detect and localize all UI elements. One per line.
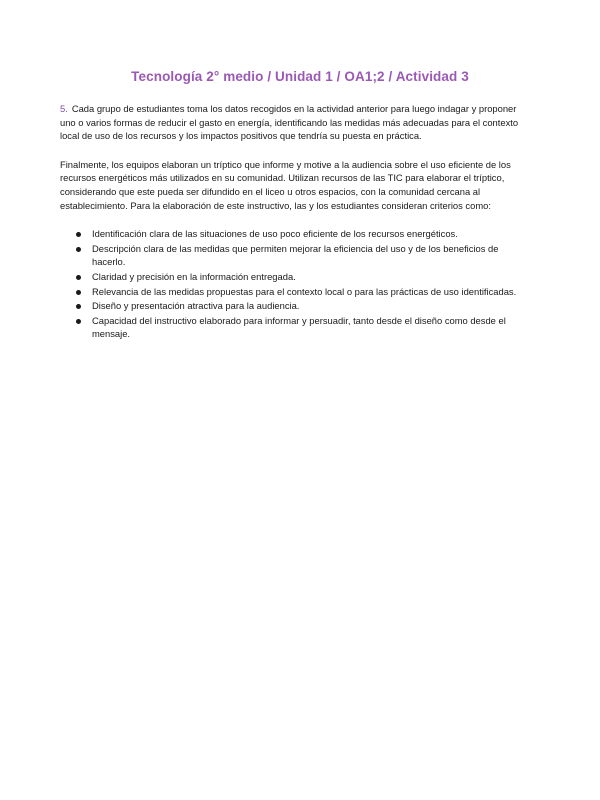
paragraph-2-text: Finalmente, los equipos elaboran un tríptico que informe y motive a la audiencia sobre el uso eficiente de los recursos energéticos más utilizados en su comunidad. Utilizan recursos de las TIC para elaborar el tríptico, considerando que este pueda ser difundido en el liceo u otros espacios, con la comunidad cercana al establecimiento. Para la elaboración de este instructivo, las y los estudiantes consideran criterios como: [60,158,511,211]
criteria-item: Capacidad del instructivo elaborado para informar y persuadir, tanto desde el diseño como desde el mensaje. [92,314,520,341]
criteria-list [60,227,520,341]
criteria-item: Diseño y presentación atractiva para la audiencia. [92,299,520,313]
bullet-icon [76,232,81,237]
paragraph-instructions [60,102,520,143]
criteria-item: Identificación clara de las situaciones de uso poco eficiente de los recursos energéticos. [92,227,520,241]
bullet-icon [76,319,81,324]
bullet-icon [76,290,81,295]
criteria-item: Relevancia de las medidas propuestas para el contexto local o para las prácticas de uso identificadas. [92,285,520,299]
bullet-icon [76,247,81,252]
bullet-icon [76,275,81,280]
criteria-item: Descripción clara de las medidas que permiten mejorar la eficiencia del uso y de los beneficios de hacerlo. [92,242,520,269]
page-title: Tecnología 2° medio / Unidad 1 / OA1;2 / Actividad 3 [131,69,469,84]
criteria-item: Claridad y precisión en la información entregada. [92,270,520,284]
paragraph-1-text: Cada grupo de estudiantes toma los datos recogidos en la actividad anterior para luego indagar y proponer uno o varios formas de reducir el gasto en energía, identificando las medidas más adecuadas para el contexto local de uso de los recursos y los impactos positivos que tendría su puesta en práctica. [60,103,519,142]
bullet-icon [76,304,81,309]
activity-content [60,102,520,342]
item-number: 5. [60,103,68,114]
